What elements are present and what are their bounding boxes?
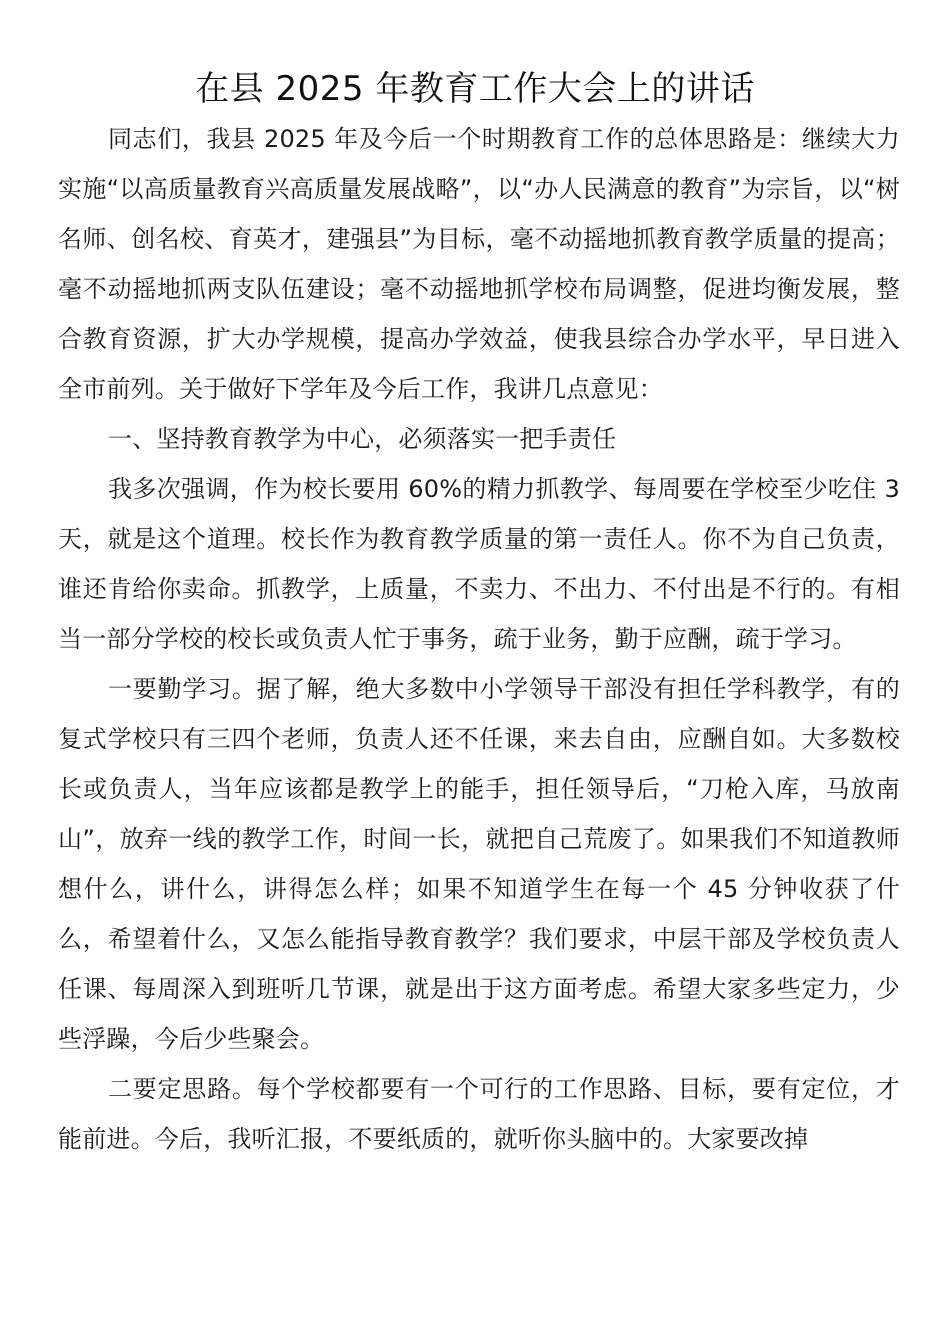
paragraph-principal-responsibility: 我多次强调，作为校长要用 60%的精力抓教学、每周要在学校至少吃住 3 天，就是这个道理。校长作为教育教学质量的第一责任人。你不为自己负责，谁还肯给你卖命。抓教学，上质量，不卖力、不出力、不付出是不行的。有相当一部分学校的校长或负责人忙于事务，疏于业务，勤于应酬，疏于学习。: [58, 475, 900, 653]
document-title: 在县 2025 年教育工作大会上的讲话: [195, 69, 755, 109]
paragraph-diligent-study: 一要勤学习。据了解，绝大多数中小学领导干部没有担任学科教学，有的复式学校只有三四个老师，负责人还不任课，来去自由，应酬自如。大多数校长或负责人，当年应该都是教学上的能手，担任领导后，“刀枪入库，马放南山”，放弃一线的教学工作，时间一长，就把自己荒废了。如果我们不知道教师想什么，讲什么，讲得怎么样；如果不知道学生在每一个 45 分钟收获了什么，希望着什么，又怎么能指导教育教学？我们要求，中层干部及学校负责人任课、每周深入到班听几节课，就是出于这方面考虑。希望大家多些定力，少些浮躁，今后少些聚会。: [58, 675, 900, 1053]
paragraph-general-approach: 同志们，我县 2025 年及今后一个时期教育工作的总体思路是：继续大力实施“以高质量教育兴高质量发展战略”，以“办人民满意的教育”为宗旨，以“树名师、创名校、育英才，建强县”为目标，毫不动摇地抓教育教学质量的提高；毫不动摇地抓两支队伍建设；毫不动摇地抓学校布局调整，促进均衡发展，整合教育资源，扩大办学规模，提高办学效益，使我县综合办学水平，早日进入全市前列。关于做好下学年及今后工作，我讲几点意见：: [58, 125, 900, 403]
paragraph-set-direction: 二要定思路。每个学校都要有一个可行的工作思路、目标，要有定位，才能前进。今后，我听汇报，不要纸质的，就听你头脑中的。大家要改掉: [58, 1075, 900, 1153]
document-body: [58, 114, 900, 1164]
section-heading-1: 一、坚持教育教学为中心，必须落实一把手责任: [108, 425, 617, 453]
